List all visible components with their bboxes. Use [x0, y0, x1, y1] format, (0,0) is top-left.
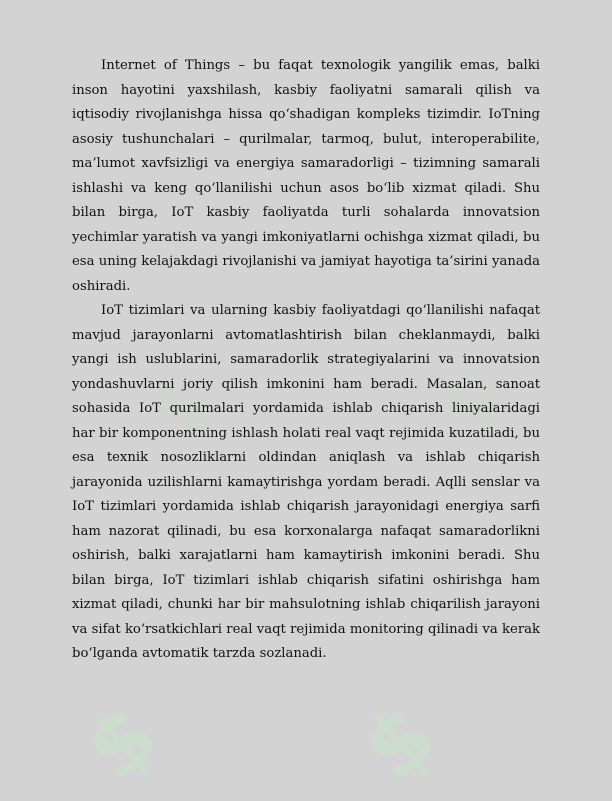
watermark-logo-right: $ — [344, 685, 455, 801]
paragraph-1: Internet of Things – bu faqat texnologik yangilik emas, balki inson hayotini yaxshilash, kasbiy faoliyatni samarali qilish va iqtisodiy rivojlanishga hissa qo‘shadigan kompleks tizimdir. IoTning asosiy tushunchalari – qurilmalar, tarmoq, bulut, interoperabilite, ma’lumot xavfsizligi va energiya samaradorligi – tizimning samarali ishlashi va keng qo‘llanilishi uchun asos bo‘lib xizmat qiladi. Shu bilan birga, IoT kasbiy faoliyatda turli sohalarda innovatsion yechimlar yaratish va yangi imkoniyatlarni ochishga xizmat qiladi, bu esa uning kelajakdagi rivojlanishi va jamiyat hayotiga ta’sirini yanada oshiradi. — [72, 58, 540, 294]
watermark-logo-mid-left: $ — [124, 345, 235, 461]
watermark-logo-mid-right: $ — [414, 345, 525, 461]
paragraph-2: IoT tizimlari va ularning kasbiy faoliyatdagi qo‘llanilishi nafaqat mavjud jarayonlarni avtomatlashtirish bilan cheklanmaydi, balki yangi ish uslublarini, samaradorlik strategiyalarini va innovatsion yondashuvlarni joriy qilish imkonini ham beradi. Masalan, sanoat sohasida IoT qurilmalari yordamida ishlab chiqarish liniyalaridagi har bir komponentning ishlash holati real vaqt rejimida kuzatiladi, bu esa texnik nosozliklarni oldindan aniqlash va ishlab chiqarish jarayonida uzilishlarni kamaytirishga yordam beradi. Aqlli senslar va IoT tizimlari yordamida ishlab chiqarish jarayonidagi energiya sarfi ham nazorat qilinadi, bu esa korxonalarga nafaqat samaradorlikni oshirish, balki xarajatlarni ham kamaytirish imkonini beradi. Shu bilan birga, IoT tizimlari ishlab chiqarish sifatini oshirishga ham xizmat qiladi, chunki har bir mahsulotning ishlab chiqarilish jarayoni va sifat ko‘rsatkichlari real vaqt rejimida monitoring qilinadi va kerak bo‘lganda avtomatik tarzda sozlanadi. — [72, 303, 540, 661]
document-body — [72, 54, 540, 667]
watermark-logo-left: $ — [66, 685, 177, 801]
